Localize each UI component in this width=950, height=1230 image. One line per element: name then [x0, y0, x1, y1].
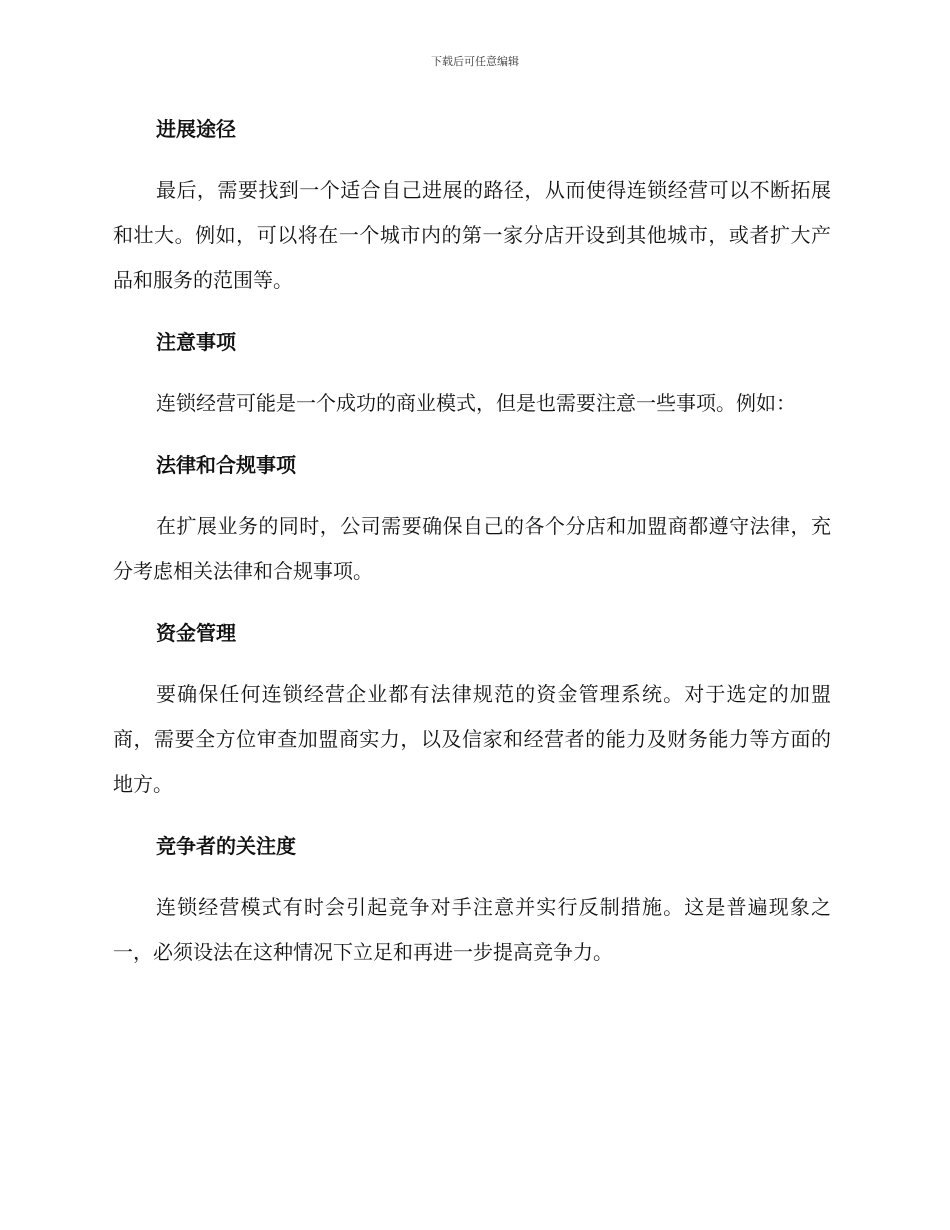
document-content [113, 112, 831, 997]
section-paragraph: 最后，需要找到一个适合自己进展的路径，从而使得连锁经营可以不断拓展和壮大。例如，可以将在一个城市内的第一家分店开设到其他城市，或者扩大产品和服务的范围等。 [113, 178, 831, 292]
section-legal-compliance [113, 448, 831, 594]
section-heading: 注意事项 [156, 330, 236, 354]
section-heading: 竞争者的关注度 [156, 834, 296, 858]
page-header: 下载后可任意编辑 [431, 55, 519, 68]
section-heading: 进展途径 [156, 117, 236, 141]
section-heading: 法律和合规事项 [156, 453, 296, 477]
section-paragraph: 要确保任何连锁经营企业都有法律规范的资金管理系统。对于选定的加盟商，需要全方位审查加盟商实力，以及信家和经营者的能力及财务能力等方面的地方。 [113, 682, 831, 796]
section-fund-management [113, 616, 831, 807]
section-paragraph: 连锁经营可能是一个成功的商业模式，但是也需要注意一些事项。例如： [156, 391, 796, 415]
section-paragraph: 在扩展业务的同时，公司需要确保自己的各个分店和加盟商都遵守法律，充分考虑相关法律和合规事项。 [113, 514, 831, 583]
section-heading: 资金管理 [156, 621, 236, 645]
section-development-path [113, 112, 831, 303]
section-notes [113, 325, 831, 426]
section-paragraph: 连锁经营模式有时会引起竞争对手注意并实行反制措施。这是普遍现象之一，必须设法在这种情况下立足和再进一步提高竞争力。 [113, 895, 831, 964]
section-competitor-attention [113, 829, 831, 975]
